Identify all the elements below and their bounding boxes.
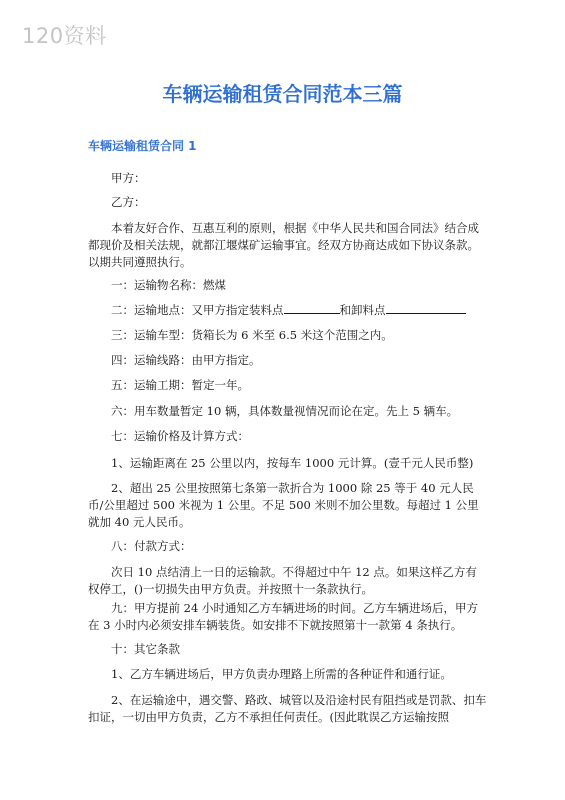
party-b-label: 乙方： (111, 195, 146, 209)
clause-10: 十：其它条款 (111, 642, 180, 656)
clause-1: 一：运输物名称：燃煤 (111, 278, 226, 292)
clause-4: 四：运输线路：由甲方指定。 (111, 353, 261, 367)
clause-7-item-2: 2、超出 25 公里按照第七条第一款折合为 1000 除 25 等于 40 元人民币/公里超过 500 米视为 1 公里。不足 500 米则不加公里数。每超过 1 公里就加 40 元人民币。 (88, 481, 479, 529)
clause-2 (88, 302, 488, 319)
section-heading: 车辆运输租赁合同 1 (88, 139, 197, 153)
clause-7-item-1: 1、运输距离在 25 公里以内，按每车 1000 元计算。(壹千元人民币整) (111, 456, 474, 470)
intro-paragraph: 本着友好合作、互惠互利的原则，根据《中华人民共和国合同法》结合成都现价及相关法规，就都江堰煤矿运输事宜。经双方协商达成如下协议条款。以期共同遵照执行。 (88, 221, 479, 269)
clause-5: 五：运输工期：暂定一年。 (111, 378, 249, 392)
clause-6: 六：用车数量暂定 10 辆，具体数量视情况而论在定。先上 5 辆车。 (111, 404, 459, 418)
party-a-label: 甲方： (111, 171, 146, 185)
clause-10-item-1: 1、乙方车辆进场后，甲方负责办理路上所需的各种证件和通行证。 (111, 667, 452, 681)
clause-8-text: 次日 10 点结清上一日的运输款。不得超过中午 12 点。如果这样乙方有权停工，()一切损失由甲方负责。并按照十一条款执行。 (88, 565, 477, 596)
clause-7: 七：运输价格及计算方式： (111, 429, 249, 443)
unloading-point-blank (386, 302, 466, 314)
clause-2-text-a: 二：运输地点：又甲方指定装料点 (111, 303, 284, 317)
clause-3: 三：运输车型：货箱长为 6 米至 6.5 米这个范围之内。 (111, 328, 393, 342)
clause-8: 八：付款方式： (111, 539, 192, 553)
clause-10-item-2: 2、在运输途中，遇交警、路政、城管以及沿途村民有阻挡或是罚款、扣车扣证，一切由甲方负责，乙方不承担任何责任。(因此耽误乙方运输按照 (88, 693, 487, 724)
loading-point-blank (284, 302, 340, 314)
clause-2-text-b: 和卸料点 (339, 303, 386, 317)
document-title: 车辆运输租赁合同范本三篇 (162, 82, 403, 106)
watermark: 120资料 (22, 24, 107, 48)
clause-9: 九：甲方提前 24 小时通知乙方车辆进场的时间。乙方车辆进场后，甲方在 3 小时内必须安排车辆装货。如安排不下就按照第十一款第 4 条执行。 (88, 601, 478, 632)
